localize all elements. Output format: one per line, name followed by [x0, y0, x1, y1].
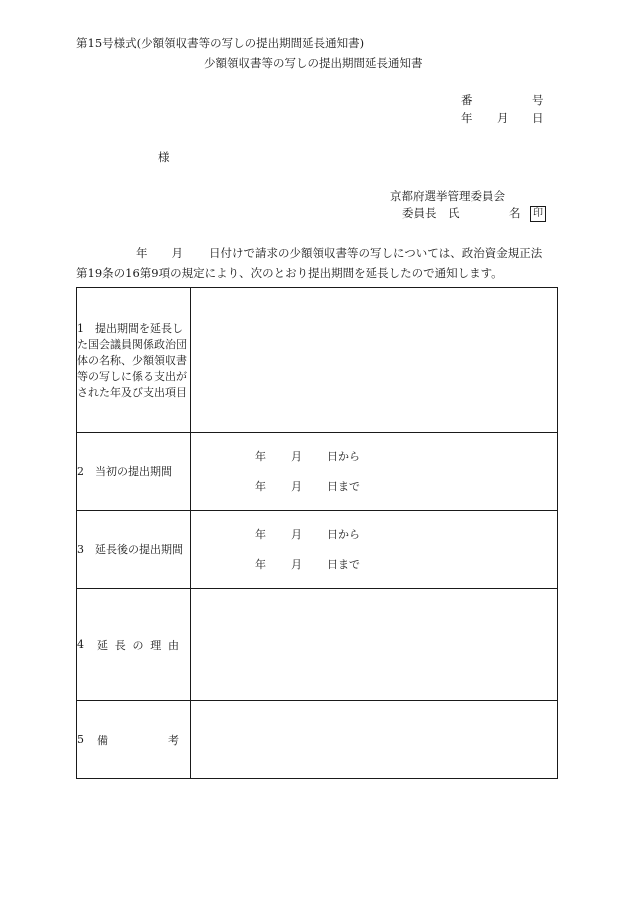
- issuer-name-suffix: 名: [509, 206, 521, 220]
- table-row: [77, 288, 558, 433]
- body-line1-text: 日付けで請求の少額領収書等の写しについては、政治資金規正法: [209, 246, 543, 260]
- notice-body-line-2: 第19条の16第9項の規定により、次のとおり提出期間を延長したので通知します。: [76, 266, 503, 280]
- notice-body: [76, 243, 560, 283]
- issuer-name-prefix: 氏: [448, 206, 460, 220]
- document-number-label: 番: [461, 93, 473, 107]
- document-title: 少額領収書等の写しの提出期間延長通知書: [204, 56, 423, 70]
- form-number: 第15号様式(少額領収書等の写しの提出期間延長通知書): [76, 36, 365, 50]
- issuer-position: 委員長: [402, 206, 437, 220]
- extended-period-to: 年 月 日まで: [255, 558, 360, 571]
- row3-label: 3 延長後の提出期間: [77, 542, 183, 556]
- row4-label: 4 延 長 の 理 由: [77, 638, 179, 652]
- date-month-label: 月: [497, 111, 509, 125]
- seal-mark: 印: [530, 206, 546, 222]
- document-number-suffix: 号: [532, 93, 544, 107]
- notice-body-line-1: [76, 243, 560, 263]
- issuer-organization: 京都府選挙管理委員会: [390, 189, 505, 203]
- original-period-from: 年 月 日から: [255, 450, 360, 463]
- body-month-label: 月: [171, 246, 183, 260]
- table-row: [77, 433, 558, 511]
- table-row: [77, 701, 558, 779]
- row5-label: 5 備 考: [77, 733, 179, 747]
- row5-label-cell: [77, 701, 191, 779]
- row3-value-cell[interactable]: [191, 511, 558, 589]
- date-day-label: 日: [532, 111, 544, 125]
- row1-label: 1 提出期間を延長した国会議員関係政治団体の名称、少額領収書等の写しに係る支出がされた年及び支出項目: [77, 322, 187, 399]
- row2-label: 2 当初の提出期間: [77, 464, 172, 478]
- row2-label-cell: [77, 433, 191, 511]
- row1-value-cell[interactable]: [191, 288, 558, 433]
- extended-period-from: 年 月 日から: [255, 528, 360, 541]
- addressee-honorific: 様: [158, 150, 170, 164]
- table-row: [77, 589, 558, 701]
- body-year-label: 年: [136, 246, 148, 260]
- row3-label-cell: [77, 511, 191, 589]
- notice-table: [76, 287, 558, 779]
- row5-value-cell[interactable]: [191, 701, 558, 779]
- row4-label-cell: [77, 589, 191, 701]
- table-row: [77, 511, 558, 589]
- original-period-to: 年 月 日まで: [255, 480, 360, 493]
- row1-label-cell: [77, 288, 191, 433]
- date-year-label: 年: [461, 111, 473, 125]
- row2-value-cell[interactable]: [191, 433, 558, 511]
- row4-value-cell[interactable]: [191, 589, 558, 701]
